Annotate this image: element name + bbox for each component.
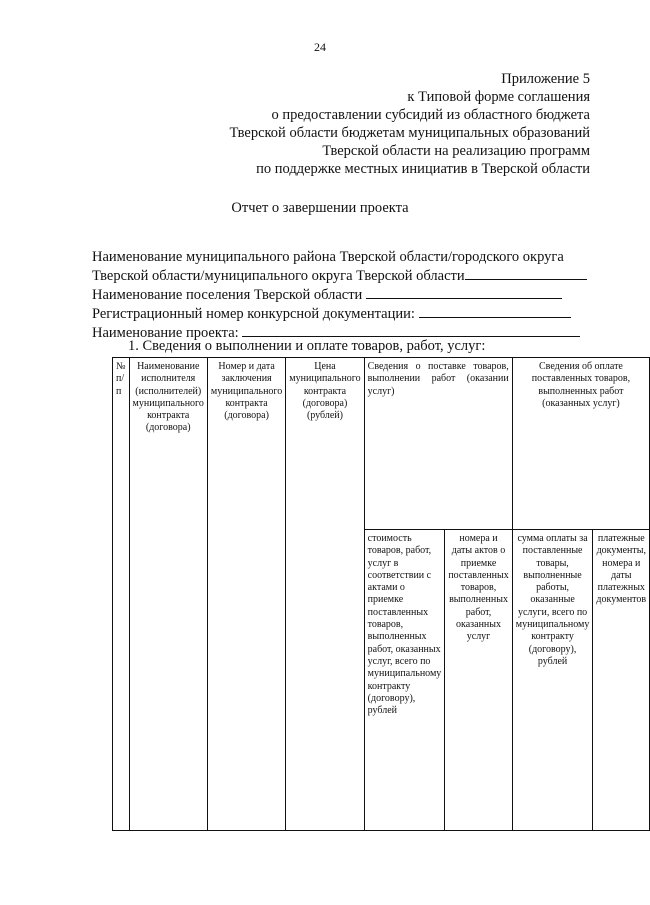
appendix-line: о предоставлении субсидий из областного бюджета — [271, 107, 590, 123]
header-payment-group: Сведения об оплате поставленных товаров, выполненных работ (оказанных услуг) — [512, 358, 649, 530]
section-title: 1. Сведения о выполнении и оплате товаров, работ, услуг: — [128, 338, 486, 354]
appendix-line: Тверской области бюджетам муниципальных образований — [229, 125, 590, 141]
district-label-line2: Тверской области/муниципального округа Тверской области — [92, 268, 465, 284]
registration-label: Регистрационный номер конкурсной документации: — [92, 306, 415, 322]
settlement-blank[interactable] — [366, 285, 562, 299]
registration-blank[interactable] — [419, 304, 571, 318]
project-label: Наименование проекта: — [92, 325, 239, 341]
subheader-payment-docs: платежные документы, номера и даты платежных документов — [593, 530, 650, 831]
project-blank[interactable] — [242, 323, 580, 337]
header-contract-number: Номер и дата заключения муниципального контракта (договора) — [207, 358, 285, 831]
report-fields — [92, 248, 592, 342]
subheader-delivery-acts: номера и даты актов о приемке поставленных товаров, выполненных работ, оказанных услуг — [445, 530, 512, 831]
appendix-line: Приложение 5 — [501, 71, 590, 87]
appendix-line: к Типовой форме соглашения — [407, 89, 590, 105]
header-executor: Наименование исполнителя (исполнителей) муниципального контракта (договора) — [129, 358, 207, 831]
district-field — [92, 266, 592, 285]
header-contract-price: Цена муниципального контракта (договора) (рублей) — [286, 358, 364, 831]
delivery-payment-table — [112, 357, 650, 831]
district-label-line1: Наименование муниципального района Тверской области/городского округа — [92, 249, 564, 265]
appendix-line: Тверской области на реализацию программ — [322, 143, 590, 159]
page-number: 24 — [314, 40, 326, 54]
appendix-header — [229, 70, 590, 178]
subheader-delivery-cost: стоимость товаров, работ, услуг в соответствии с актами о приемке поставленных товаров, выполненных работ, оказанных услуг, всего по муниципальному контракту (договору), рублей — [364, 530, 445, 831]
header-num: № п/п — [113, 358, 130, 831]
registration-field — [92, 304, 592, 323]
district-blank[interactable] — [465, 266, 587, 280]
settlement-field — [92, 285, 592, 304]
header-delivery-group: Сведения о поставке товаров, выполнении работ (оказании услуг) — [364, 358, 512, 530]
settlement-label: Наименование поселения Тверской области — [92, 287, 363, 303]
report-title: Отчет о завершении проекта — [231, 200, 409, 216]
appendix-line: по поддержке местных инициатив в Тверской области — [256, 161, 590, 177]
subheader-payment-sum: сумма оплаты за поставленные товары, выполненные работы, оказанные услуги, всего по муниципальному контракту (договору), рублей — [512, 530, 593, 831]
